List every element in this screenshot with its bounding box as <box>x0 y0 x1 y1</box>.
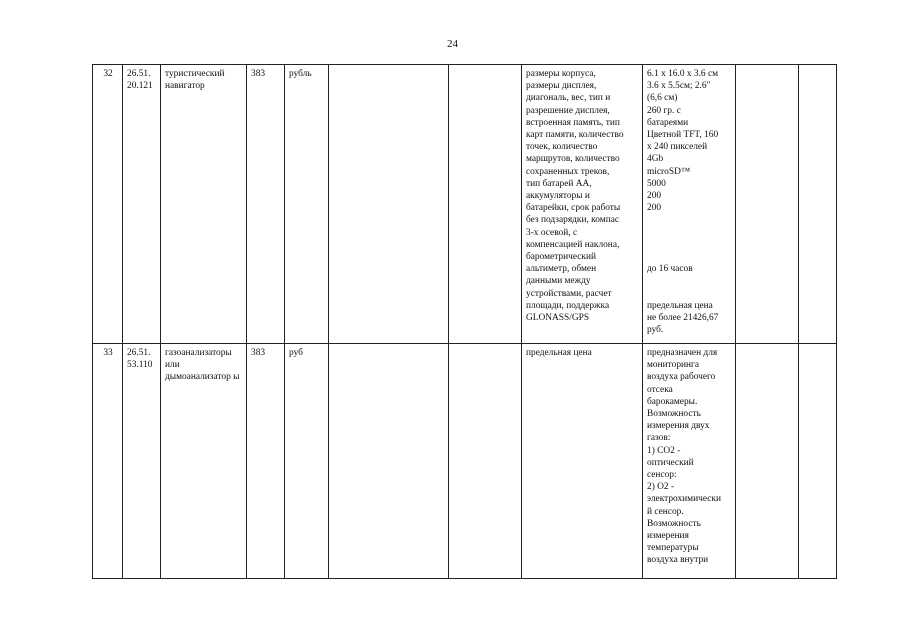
empty-cell <box>449 344 522 579</box>
characteristics: размеры корпуса, размеры дисплея, диагональ, вес, тип и разрешение дисплея, встроенная память, тип карт памяти, количество точек, количество маршрутов, количество сохраненных треков, тип батарей AA, аккумуляторы и батарейки, срок работы без подзарядки, компас 3-х осевой, с компенсацией наклона, барометрический альтиметр, обмен данными между устройствами, расчет площади, поддержка GLONASS/GPS <box>522 65 643 344</box>
item-name: туристический навигатор <box>161 65 247 344</box>
row-number: 33 <box>93 344 123 579</box>
empty-cell <box>736 344 799 579</box>
okpd-code: 26.51. 53.110 <box>123 344 161 579</box>
page-number: 24 <box>447 38 458 50</box>
empty-cell <box>799 344 837 579</box>
characteristic-values: предназначен для мониторинга воздуха рабочего отсека барокамеры. Возможность измерения двух газов: 1) СО2 - оптический сенсор: 2) О2 - электрохимически й сенсор. Возможность измерения температуры воздуха внутри <box>643 344 736 579</box>
okei-code: 383 <box>247 344 285 579</box>
empty-cell <box>329 65 449 344</box>
specification-table <box>92 64 837 579</box>
row-number: 32 <box>93 65 123 344</box>
empty-cell <box>329 344 449 579</box>
empty-cell <box>799 65 837 344</box>
okei-code: 383 <box>247 65 285 344</box>
table-row <box>93 65 837 344</box>
characteristic-values: 6.1 x 16.0 x 3.6 см 3.6 x 5.5см; 2.6" (6,6 см) 260 гр. с батареями Цветной TFT, 160 x 240 пикселей 4Gb microSD™ 5000 200 200 до 16 часов предельная цена не более 21426,67 руб. <box>643 65 736 344</box>
unit-name: руб <box>285 344 329 579</box>
table-row <box>93 344 837 579</box>
empty-cell <box>449 65 522 344</box>
empty-cell <box>736 65 799 344</box>
okpd-code: 26.51. 20.121 <box>123 65 161 344</box>
unit-name: рубль <box>285 65 329 344</box>
characteristics: предельная цена <box>522 344 643 579</box>
item-name: газоанализаторы или дымоанализатор ы <box>161 344 247 579</box>
